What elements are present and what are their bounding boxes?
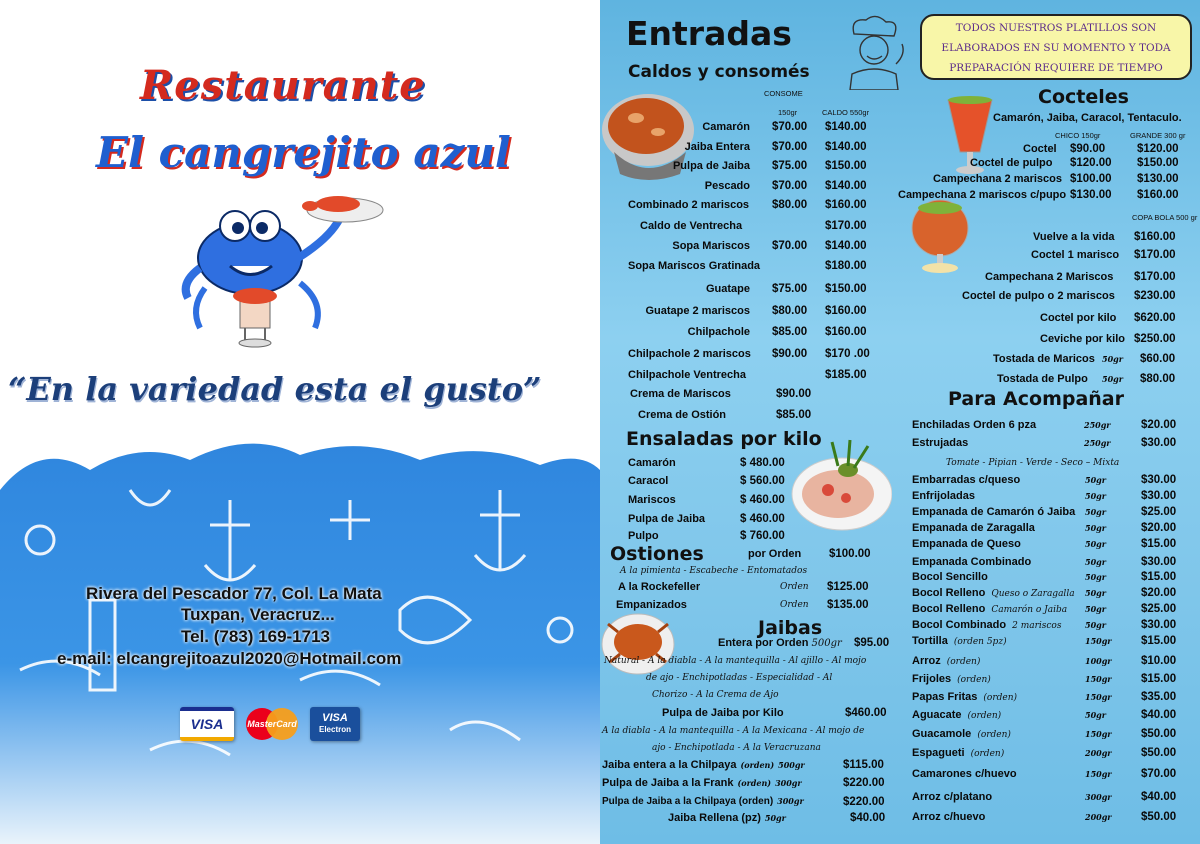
acompanar-item-weight: 300gr [1085,792,1112,802]
acompanar-item-name: Empanada de Camarón ó Jaiba [912,506,1076,518]
acompanar-item-name: Espagueti [912,747,965,759]
entrada-item-name: Pescado [704,180,750,192]
acompanar-item-note: 2 mariscos [1012,621,1062,631]
jaiba-item-name: Jaiba Rellena (pz) [668,812,761,824]
visa-electron-card-icon [310,707,360,741]
coctel-chico-price: $120.00 [1070,157,1112,169]
entrada-consome-price: $70.00 [772,240,808,252]
jaibas-entera-price: $95.00 [854,637,890,649]
acompanar-item-price: $30.00 [1141,474,1177,486]
entrada-consome-price: $90.00 [776,388,812,400]
copa-item-price: $230.00 [1134,290,1176,302]
entrada-caldo-price: $170.00 [825,220,867,232]
copa-item-name: Coctel 1 marisco [1031,249,1120,261]
visa-card-icon [180,707,234,741]
acompanar-item-weight: 50gr [1085,620,1106,630]
acompanar-item [912,635,1007,647]
acompanar-item-price: $25.00 [1141,506,1177,518]
entrada-item-name: Crema de Mariscos [630,388,731,400]
acompanar-top-item-weight: 250gr [1084,438,1111,448]
jaibas-styles-5: ajo - Enchipotlada - A la Veracruzana [652,743,821,753]
acompanar-item [912,709,1001,721]
copa-item-name: Campechana 2 Mariscos [985,271,1114,283]
entrada-item-name: Caldo de Ventrecha [640,220,743,232]
copa-item-name: Coctel de pulpo o 2 mariscos [962,290,1115,302]
jaiba-item [602,759,805,771]
ceviche-plate-photo [788,436,892,536]
acompanar-item [912,811,985,823]
acompanar-item-note: (orden) [970,749,1005,759]
entrada-caldo-price: $185.00 [825,369,867,381]
electron-label: Electron [318,725,351,734]
copa-item-name: Ceviche por kilo [1040,333,1125,345]
coctel-grande-price: $150.00 [1137,157,1179,169]
entrada-caldo-price: $140.00 [825,240,867,252]
acompanar-item [912,791,992,803]
acompanar-item-note: Queso o Zaragalla [991,589,1075,599]
cocteles-subtitle: Camarón, Jaiba, Caracol, Tentaculo. [993,112,1182,124]
acompanar-item-weight: 50gr [1085,572,1106,582]
address-line-2: Tuxpan, Veracruz... [181,605,335,624]
coctel-item-name: Coctel de pulpo [970,157,1053,169]
jaibas-styles-3: Chorizo - A la Crema de Ajo [652,690,779,700]
acompanar-item-weight: 200gr [1085,812,1112,822]
acompanar-item-note: (orden) [977,730,1011,740]
coctel-grande-price: $120.00 [1137,143,1179,155]
acompanar-item-weight: 150gr [1085,636,1112,646]
ensalada-item-price: $ 480.00 [740,457,785,469]
acompanar-item-name: Bocol Sencillo [912,571,988,583]
jaibas-styles-1: Natural - A la diabla - A la mantequilla - Al ajillo - Al mojo [604,656,867,666]
acompanar-item-weight: 50gr [1085,604,1106,614]
acompanar-item [912,673,991,685]
acompanar-item [912,603,1067,615]
acompanar-top-item-name: Enchiladas Orden 6 pza [912,419,1037,431]
acompanar-item-name: Arroz c/platano [912,791,993,803]
address-line-1: Rivera del Pescador 77, Col. La Mata [86,584,382,603]
brand-line-2: El cangrejito azul [96,128,511,177]
entrada-item-name: Guatape [705,283,750,295]
ostion-item-price: $125.00 [827,581,869,593]
acompanar-item-name: Bocol Relleno [912,587,986,599]
jaiba-item-price: $220.00 [843,796,885,808]
acompanar-item-price: $50.00 [1141,811,1177,823]
visa-label: VISA [190,716,224,732]
entrada-consome-price: $70.00 [772,121,808,133]
entrada-consome-price: $75.00 [772,160,808,172]
acompanar-item-note: (orden) [957,675,991,685]
cocteles-col-chico: CHICO 150gr [1055,131,1101,140]
acompanar-item-price: $15.00 [1141,538,1177,550]
acompanar-item-price: $30.00 [1141,490,1177,502]
acompanar-item-price: $30.00 [1141,556,1177,568]
coctel-chico-price: $130.00 [1070,189,1112,201]
notice-line-1: TODOS NUESTROS PLATILLOS SON [955,22,1157,34]
jaibas-title: Jaibas [758,617,823,639]
coctel-chico-price: $90.00 [1070,143,1106,155]
ensalada-item-price: $ 560.00 [740,475,785,487]
jaibas-entera-weight: 500gr [811,638,842,649]
acompanar-item [912,747,1004,759]
jaiba-item [668,812,786,824]
acompanar-item-price: $10.00 [1141,655,1177,667]
entrada-consome-price: $80.00 [772,305,808,317]
acompanar-item [912,728,1011,740]
acompanar-item-price: $25.00 [1141,603,1177,615]
acompanar-item-weight: 100gr [1085,656,1112,666]
acompanar-item-name: Guacamole [912,728,972,740]
acompanar-item [912,768,1017,780]
entrada-caldo-price: $150.00 [825,160,867,172]
entrada-item-name: Camarón [702,121,750,133]
acompanar-item-weight: 150gr [1085,769,1112,779]
chef-sketch-illustration [832,14,912,90]
ensalada-item-name: Mariscos [628,494,676,506]
acompanar-item [912,619,1061,631]
acompanar-item-price: $20.00 [1141,587,1177,599]
acompanar-item [912,506,1075,518]
crab-mascot-illustration [180,188,390,358]
copa-item-price: $620.00 [1134,312,1176,324]
acompanar-item-weight: 50gr [1085,507,1106,517]
entrada-item-name: Sopa Mariscos [672,240,750,252]
acompanar-item-weight: 50gr [1085,539,1106,549]
acompanar-top-item-price: $20.00 [1141,419,1177,431]
acompanar-top-item-price: $30.00 [1141,437,1177,449]
ensalada-item-name: Caracol [628,475,669,487]
acompanar-item-price: $50.00 [1141,747,1177,759]
acompanar-item-name: Tortilla [912,635,948,647]
tostada-item-price: $80.00 [1140,373,1176,385]
ensalada-item-price: $ 460.00 [740,494,785,506]
entrada-item-name: Crema de Ostión [638,409,727,421]
acompanar-item-price: $70.00 [1141,768,1177,780]
acompanar-item-name: Embarradas c/queso [912,474,1021,486]
jaiba-item-name: Pulpa de Jaiba a la Frank [602,777,734,789]
acompanar-item-price: $50.00 [1141,728,1177,740]
entrada-consome-price: $90.00 [772,348,808,360]
coctel-item-name: Campechana 2 mariscos c/pupo [898,189,1067,201]
entradas-title: Entradas [626,14,792,53]
jaibas-entera [718,637,842,649]
acompanar-item-weight: 50gr [1085,710,1106,720]
acompanar-item-name: Camarones c/huevo [912,768,1017,780]
ostiones-styles: A la pimienta - Escabeche - Entomatados [620,566,808,576]
acompanar-item-name: Arroz c/huevo [912,811,986,823]
ostiones-por-orden-price: $100.00 [829,548,871,560]
tostada-item-weight: 50gr [1102,354,1123,364]
mastercard-label: MasterCard [247,719,297,729]
ostiones-por-orden: por Orden [748,548,802,560]
copa-item-price: $160.00 [1134,231,1176,243]
entrada-caldo-price: $170 .00 [825,348,870,360]
copa-bola-photo [906,196,976,276]
jaiba-item-weight: 300gr [775,778,802,788]
entrada-caldo-price: $160.00 [825,326,867,338]
acompanar-item-weight: 50gr [1085,491,1106,501]
cocteles-title: Cocteles [1038,86,1129,108]
acompanar-item-name: Arroz [912,655,941,667]
acompanar-item [912,522,1035,534]
acompanar-item-name: Empanada de Queso [912,538,1021,550]
acompanar-item-price: $35.00 [1141,691,1177,703]
ostion-item-unit: Orden [780,600,809,610]
jaibas-styles-4: A la diabla - A la mantequilla - A la Mexicana - Al mojo de [602,726,865,736]
jaiba-item-price: $115.00 [843,759,884,771]
col-150-header: 150gr [778,108,798,117]
col-caldo-header: CALDO 550gr [822,108,870,117]
entrada-consome-price: $80.00 [772,199,808,211]
acompanar-item [912,655,980,667]
cocteles-col-grande: GRANDE 300 gr [1130,131,1186,140]
coctel-grande-price: $160.00 [1137,189,1179,201]
acompanar-item-weight: 200gr [1085,748,1112,758]
ensalada-item-name: Pulpo [628,530,659,542]
jaiba-item [602,777,802,789]
acompanar-item-weight: 50gr [1085,475,1106,485]
acompanar-item-name: Bocol Combinado [912,619,1007,631]
entrada-caldo-price: $140.00 [825,121,867,133]
entrada-item-name: Chilpachole Ventrecha [628,369,746,381]
entrada-consome-price: $70.00 [772,141,808,153]
preparation-notice-bubble [920,14,1192,80]
acompanar-item [912,474,1020,486]
entrada-consome-price: $85.00 [772,326,808,338]
entrada-item-name: Combinado 2 mariscos [628,199,750,211]
acompanar-item-price: $15.00 [1141,673,1177,685]
jaiba-item-name: Pulpa de Jaiba a la Chilpaya (orden) [602,796,774,807]
ensalada-item-price: $ 460.00 [740,513,785,525]
jaiba-item-weight: 50gr [764,813,786,823]
acompanar-item-note: (orden 5pz) [953,637,1007,647]
ensalada-item-name: Camarón [628,457,676,469]
entrada-item-name: Chilpachole 2 mariscos [628,348,751,360]
acompanar-item-weight: 150gr [1085,674,1112,684]
acompanar-item-price: $40.00 [1141,709,1177,721]
crab-plate-photo [600,610,676,680]
ostion-item-name: Empanizados [616,599,687,611]
acompanar-item-price: $15.00 [1141,635,1177,647]
acompanar-item-name: Frijoles [912,673,952,685]
acompanar-item-name: Enfrijoladas [912,490,975,502]
pulpa-jaiba-kilo-price: $460.00 [845,707,887,719]
ensalada-item-name: Pulpa de Jaiba [628,513,706,525]
phone-number: Tel. (783) 169-1713 [181,627,330,646]
copa-bola-label: COPA BOLA 500 gr [1132,213,1198,222]
jaibas-entera-label: Entera por Orden [718,637,809,649]
acompanar-item-note: Camarón o Jaiba [991,605,1068,615]
jaiba-item-price: $40.00 [850,812,886,824]
acompanar-top-item-name: Estrujadas [912,437,969,449]
ostion-item-unit: Orden [780,582,809,592]
acompanar-item [912,691,1017,703]
ostiones-title: Ostiones [610,543,704,565]
entrada-caldo-price: $140.00 [825,141,867,153]
copa-item-price: $250.00 [1134,333,1176,345]
acompanar-item-weight: 50gr [1085,588,1106,598]
jaiba-item-note: (orden) [740,760,775,770]
email-address: e-mail: elcangrejitoazul2020@Hotmail.com [57,649,402,668]
entrada-caldo-price: $140.00 [825,180,867,192]
entrada-item-name: Sopa Mariscos Gratinada [628,260,761,272]
coctel-item-name: Campechana 2 mariscos [933,173,1063,185]
entrada-caldo-price: $160.00 [825,305,867,317]
acompanar-item-note: (orden) [967,711,1002,721]
entrada-item-name: Pulpa de Jaiba [672,160,750,172]
jaiba-item-name: Jaiba entera a la Chilpaya [602,759,737,771]
acompanar-item-weight: 150gr [1085,729,1112,739]
entrada-item-name: Chilpachole [687,326,750,338]
acompanar-item [912,587,1075,599]
entrada-caldo-price: $160.00 [825,199,867,211]
coctel-item-name: Coctel [1023,143,1057,155]
copa-item-name: Vuelve a la vida [1033,231,1115,243]
menu-panel [600,0,1200,844]
jaiba-item [602,796,804,807]
jaiba-item-weight: 500gr [778,760,805,770]
acompanar-item-price: $15.00 [1141,571,1177,583]
acompanar-item-name: Empanada de Zaragalla [912,522,1035,534]
copa-item-price: $170.00 [1134,271,1176,283]
mastercard-icon [240,707,304,741]
notice-line-2: ELABORADOS EN SU MOMENTO Y TODA [941,42,1171,54]
entrada-item-name: Guatape 2 mariscos [645,305,750,317]
ostion-item-name: A la Rockefeller [618,581,701,593]
acompanar-item-price: $20.00 [1141,522,1177,534]
salsas-options: Tomate - Pipian - Verde - Seco – Mixta [946,458,1120,468]
pulpa-jaiba-kilo: Pulpa de Jaiba por Kilo [662,707,784,719]
entrada-consome-price: $75.00 [772,283,808,295]
acompanar-item-name: Bocol Relleno [912,603,986,615]
copa-item-price: $170.00 [1134,249,1176,261]
acompanar-item [912,571,988,583]
acompanar-item-weight: 50gr [1085,557,1106,567]
ensaladas-title: Ensaladas por kilo [626,428,822,450]
slogan: “En la variedad esta el gusto” [8,370,542,408]
acompanar-item-name: Aguacate [912,709,962,721]
entrada-consome-price: $85.00 [776,409,812,421]
tostada-item-name: Tostada de Pulpo [997,373,1088,385]
jaibas-styles-2: de ajo - Enchipotladas - Especialidad - Al [646,673,833,683]
notice-line-3: PREPARACIÓN REQUIERE DE TIEMPO [949,62,1163,74]
jaiba-item-weight: 300gr [777,796,804,806]
tostada-item-price: $60.00 [1140,353,1176,365]
acompanar-item-note: (orden) [983,693,1018,703]
coctel-chico-price: $100.00 [1070,173,1112,185]
acompanar-item-name: Empanada Combinado [912,556,1032,568]
ensalada-item-price: $ 760.00 [740,530,785,542]
visa-electron-label: VISA [322,712,348,724]
acompanar-item-name: Papas Fritas [912,691,978,703]
ostion-item-price: $135.00 [827,599,869,611]
acompanar-top-item-weight: 250gr [1084,420,1111,430]
entrada-caldo-price: $180.00 [825,260,867,272]
acompanar-item-note: (orden) [946,657,981,667]
caldos-subtitle: Caldos y consomés [628,62,810,82]
acompanar-title: Para Acompañar [948,388,1125,410]
acompanar-item-weight: 150gr [1085,692,1112,702]
tostada-item-name: Tostada de Maricos [993,353,1095,365]
acompanar-item [912,556,1031,568]
entrada-item-name: Jaiba Entera [684,141,750,153]
acompanar-item [912,538,1021,550]
brand-line-1: Restaurante [140,62,426,109]
jaiba-item-price: $220.00 [843,777,885,789]
coctel-grande-price: $130.00 [1137,173,1179,185]
entrada-caldo-price: $150.00 [825,283,867,295]
copa-item-name: Coctel por kilo [1040,312,1117,324]
acompanar-item-weight: 50gr [1085,523,1106,533]
acompanar-item-price: $40.00 [1141,791,1177,803]
acompanar-item-price: $30.00 [1141,619,1177,631]
consome-header: CONSOME [764,89,803,98]
acompanar-item [912,490,975,502]
jaiba-item-note: (orden) [737,778,772,788]
entrada-consome-price: $70.00 [772,180,808,192]
tostada-item-weight: 50gr [1102,374,1123,384]
